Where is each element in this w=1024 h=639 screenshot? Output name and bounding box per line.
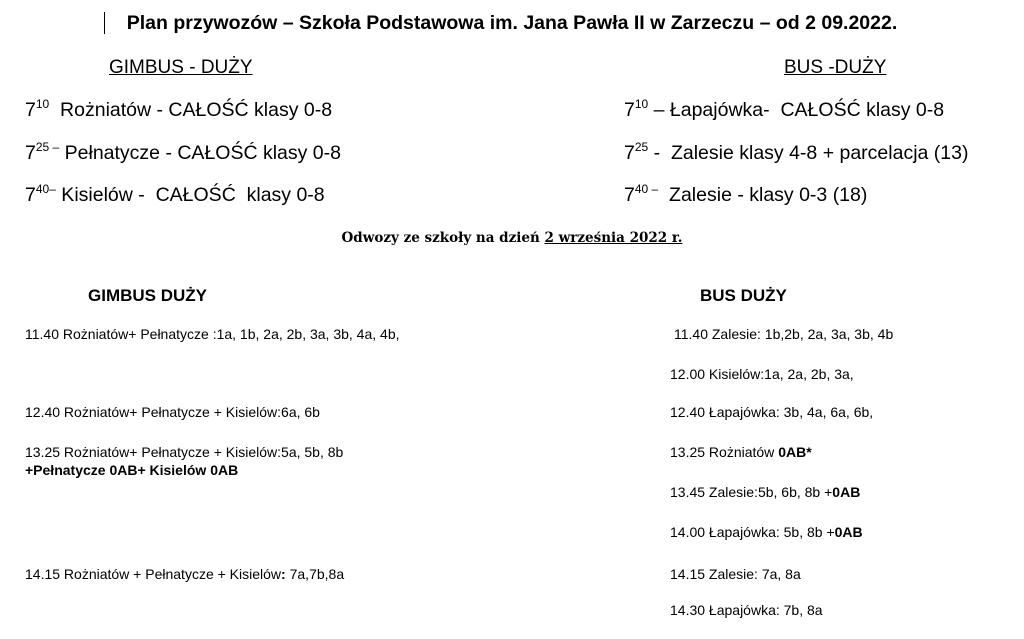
odwozy-subtitle: Odwozy ze szkoły na dzień 2 września 2022 r. — [341, 230, 683, 246]
odwoz-row: 14.00 Łapajówka: 5b, 8b +0AB — [670, 524, 863, 540]
przywoz-row: $7^{25 -}$ Pełnatycze - CAŁOŚĆ klasy 0-8 — [25, 139, 341, 164]
odwoz-row: 12.40 Rożniatów+ Pełnatycze + Kisielów:6a, 6b — [25, 404, 320, 420]
przywoz-row: $7^{10}$ – Łapajówka- CAŁOŚĆ klasy 0-8 — [624, 96, 945, 121]
document-title: Plan przywozów – Szkoła Podstawowa im. Jana Pawła II w Zarzeczu – od 2 09.2022. — [126, 12, 898, 34]
przywoz-row: $7^{10}$ Rożniatów - CAŁOŚĆ klasy 0-8 — [25, 96, 333, 121]
przywoz-row: $7^{25}$ - Zalesie klasy 4-8 + parcelacja (13) — [624, 139, 969, 164]
bus-duzy-header: BUS -DUŻY — [784, 57, 887, 78]
odwoz-row: 14.15 Zalesie: 7a, 8a — [670, 566, 801, 582]
gimbus-duzy-odwozy-header: GIMBUS DUŻY — [88, 286, 207, 305]
odwoz-row: 11.40 Rożniatów+ Pełnatycze :1a, 1b, 2a, 2b, 3a, 3b, 4a, 4b, — [25, 326, 400, 342]
odwoz-row: 13.45 Zalesie:5b, 6b, 8b +0AB — [670, 484, 861, 500]
odwoz-row: 13.25 Rożniatów+ Pełnatycze + Kisielów:5a, 5b, 8b — [25, 444, 344, 460]
odwoz-row-continuation: +Pełnatycze 0AB+ Kisielów 0AB — [25, 462, 239, 478]
przywoz-row: $7^{40-}$ Kisielów - CAŁOŚĆ klasy 0-8 — [25, 181, 325, 206]
bus-duzy-odwozy-header: BUS DUŻY — [700, 286, 787, 305]
odwoz-row: 14.15 Rożniatów + Pełnatycze + Kisielów: 7a,7b,8a — [25, 566, 345, 582]
odwoz-row: 12.40 Łapajówka: 3b, 4a, 6a, 6b, — [670, 404, 874, 420]
gimbus-duzy-header: GIMBUS - DUŻY — [109, 57, 253, 78]
przywoz-row: $7^{40 -}$ Zalesie - klasy 0-3 (18) — [624, 181, 868, 206]
odwoz-row: 12.00 Kisielów:1a, 2a, 2b, 3a, — [670, 366, 854, 382]
odwoz-row: 11.40 Zalesie: 1b,2b, 2a, 3a, 3b, 4b — [674, 326, 894, 342]
odwoz-row: 13.25 Rożniatów 0AB* — [670, 444, 812, 460]
odwoz-row: 14.30 Łapajówka: 7b, 8a — [670, 602, 823, 618]
